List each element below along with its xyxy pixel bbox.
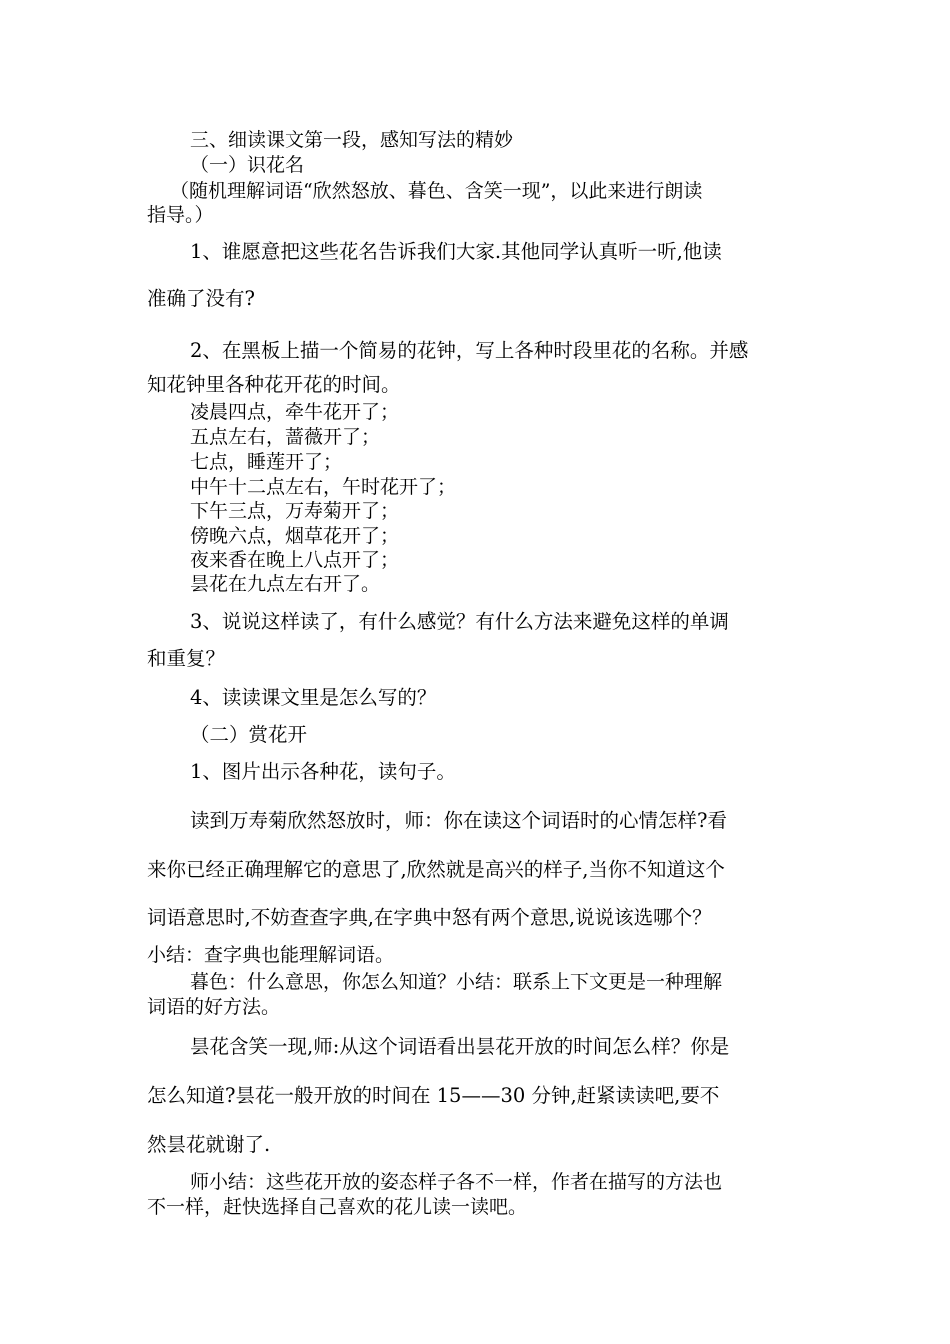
paragraph-line: 1、图片出示各种花，读句子。	[190, 760, 456, 783]
flower-time-line: 中午十二点左右，午时花开了；	[190, 476, 457, 498]
question-line: 1、谁愿意把这些花名告诉我们大家.其他同学认真听一听,他读	[190, 240, 722, 263]
paragraph-line: 词语的好方法。	[147, 996, 281, 1018]
flower-time-line: 傍晚六点，烟草花开了；	[190, 525, 400, 547]
section-heading: 三、细读课文第一段，感知写法的精妙	[190, 129, 514, 151]
paragraph-line: 师小结：这些花开放的姿态样子各不一样，作者在描写的方法也	[190, 1171, 723, 1193]
question-line: 准确了没有?	[147, 287, 255, 310]
question-line: 和重复？	[147, 647, 226, 670]
subsection-title-2: （二）赏花开	[190, 723, 308, 746]
note-line: （随机理解词语“欣然怒放、暮色、含笑一现”，以此来进行朗读	[170, 180, 703, 202]
subsection-title-1: （一）识花名	[190, 154, 305, 176]
paragraph-line: 然昙花就谢了.	[147, 1133, 271, 1156]
flower-time-line: 凌晨四点，牵牛花开了；	[190, 401, 400, 423]
question-line: 知花钟里各种花开花的时间。	[147, 373, 401, 396]
flower-time-line: 五点左右，蔷薇开了；	[190, 426, 381, 448]
paragraph-line: 读到万寿菊欣然怒放时，师：你在读这个词语时的心情怎样?看	[190, 809, 727, 832]
question-line: 2、在黑板上描一个简易的花钟，写上各种时段里花的名称。并感	[190, 339, 749, 362]
question-line: 4、读读课文里是怎么写的？	[190, 686, 437, 709]
paragraph-line: 来你已经正确理解它的意思了,欣然就是高兴的样子,当你不知道这个	[147, 858, 725, 881]
paragraph-line: 不一样，赶快选择自己喜欢的花儿读一读吧。	[147, 1196, 528, 1218]
flower-time-line: 昙花在九点左右开了。	[190, 573, 381, 595]
question-line: 3、说说这样读了，有什么感觉？有什么方法来避免这样的单调	[190, 610, 729, 633]
paragraph-line: 暮色：什么意思，你怎么知道？小结：联系上下文更是一种理解	[190, 971, 723, 993]
paragraph-line: 昙花含笑一现,师:从这个词语看出昙花开放的时间怎么样？你是	[190, 1035, 730, 1058]
flower-time-line: 下午三点，万寿菊开了；	[190, 500, 400, 522]
note-line: 指导。）	[147, 204, 214, 226]
flower-time-line: 夜来香在晚上八点开了；	[190, 549, 400, 571]
summary-line: 小结：查字典也能理解词语。	[147, 944, 395, 966]
flower-time-line: 七点，睡莲开了；	[190, 451, 343, 473]
paragraph-line: 怎么知道?昙花一般开放的时间在 15——30 分钟,赶紧读读吧,要不	[147, 1084, 720, 1107]
paragraph-line: 词语意思时,不妨查查字典,在字典中怒有两个意思,说说该选哪个？	[147, 906, 712, 929]
